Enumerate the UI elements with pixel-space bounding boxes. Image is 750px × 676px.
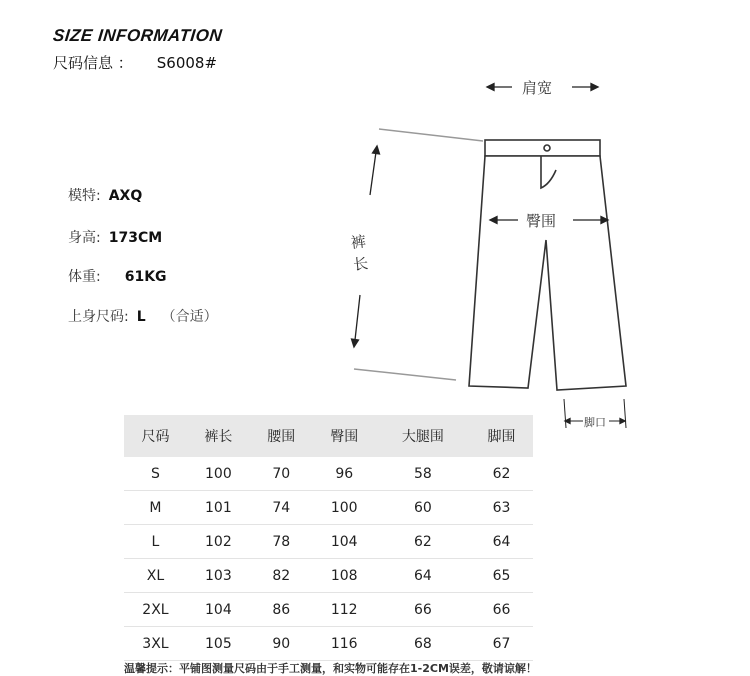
header-waist: 腰围 [250, 415, 313, 457]
cell-thigh: 64 [376, 559, 470, 593]
header-length: 裤长 [187, 415, 250, 457]
size-table [124, 415, 533, 661]
cell-hem: 66 [470, 593, 533, 627]
cell-size: 2XL [124, 593, 187, 627]
cell-size: XL [124, 559, 187, 593]
cell-hip: 100 [313, 491, 376, 525]
header-thigh: 大腿围 [376, 415, 470, 457]
cell-waist: 74 [250, 491, 313, 525]
cell-hem: 62 [470, 457, 533, 491]
cell-hem: 64 [470, 525, 533, 559]
cell-length: 101 [187, 491, 250, 525]
cell-hip: 108 [313, 559, 376, 593]
cell-waist: 82 [250, 559, 313, 593]
header-size: 尺码 [124, 415, 187, 457]
model-name-value: AXQ [108, 188, 143, 204]
table-row [124, 559, 533, 593]
table-row [124, 627, 533, 661]
cell-hip: 104 [313, 525, 376, 559]
shoulder-width-label: 肩宽 [522, 79, 553, 97]
cell-waist: 70 [250, 457, 313, 491]
cell-length: 100 [187, 457, 250, 491]
cell-hip: 116 [313, 627, 376, 661]
model-size-label: 上身尺码: [68, 309, 129, 325]
model-height-value: 173CM [108, 230, 163, 246]
cell-length: 104 [187, 593, 250, 627]
cell-hem: 65 [470, 559, 533, 593]
size-info-label: 尺码信息 ： [53, 54, 133, 72]
cell-thigh: 62 [376, 525, 470, 559]
pants-outline-icon [469, 140, 626, 390]
model-weight-label: 体重: [68, 269, 101, 285]
cell-thigh: 68 [376, 627, 470, 661]
cell-waist: 90 [250, 627, 313, 661]
cell-hem: 67 [470, 627, 533, 661]
cell-length: 103 [187, 559, 250, 593]
table-row [124, 525, 533, 559]
table-header-row [124, 415, 533, 457]
model-size-value: L [136, 309, 146, 325]
model-name-label: 模特: [68, 188, 101, 204]
cell-length: 105 [187, 627, 250, 661]
header-hip: 臀围 [313, 415, 376, 457]
model-size-note: （合适） [161, 309, 218, 325]
page-title: SIZE INFORMATION [52, 26, 224, 45]
cell-hem: 63 [470, 491, 533, 525]
table-row [124, 593, 533, 627]
product-code: S6008# [156, 54, 218, 72]
model-height-label: 身高: [68, 230, 101, 246]
cell-size: L [124, 525, 187, 559]
hip-label: 臀围 [526, 212, 557, 230]
cell-thigh: 66 [376, 593, 470, 627]
cell-size: S [124, 457, 187, 491]
cell-thigh: 60 [376, 491, 470, 525]
cell-thigh: 58 [376, 457, 470, 491]
hem-label: 脚口 [584, 416, 606, 429]
cell-hip: 112 [313, 593, 376, 627]
footer-note: 温馨提示：平铺图测量尺码由于手工测量，和实物可能存在1-2CM误差，敬请谅解！ [124, 662, 537, 675]
cell-waist: 78 [250, 525, 313, 559]
table-row [124, 457, 533, 491]
model-weight-value: 61KG [124, 269, 167, 285]
cell-hip: 96 [313, 457, 376, 491]
cell-length: 102 [187, 525, 250, 559]
cell-size: 3XL [124, 627, 187, 661]
cell-waist: 86 [250, 593, 313, 627]
pants-length-label: 裤长 [350, 228, 373, 278]
cell-size: M [124, 491, 187, 525]
header-hem: 脚围 [470, 415, 533, 457]
table-row [124, 491, 533, 525]
